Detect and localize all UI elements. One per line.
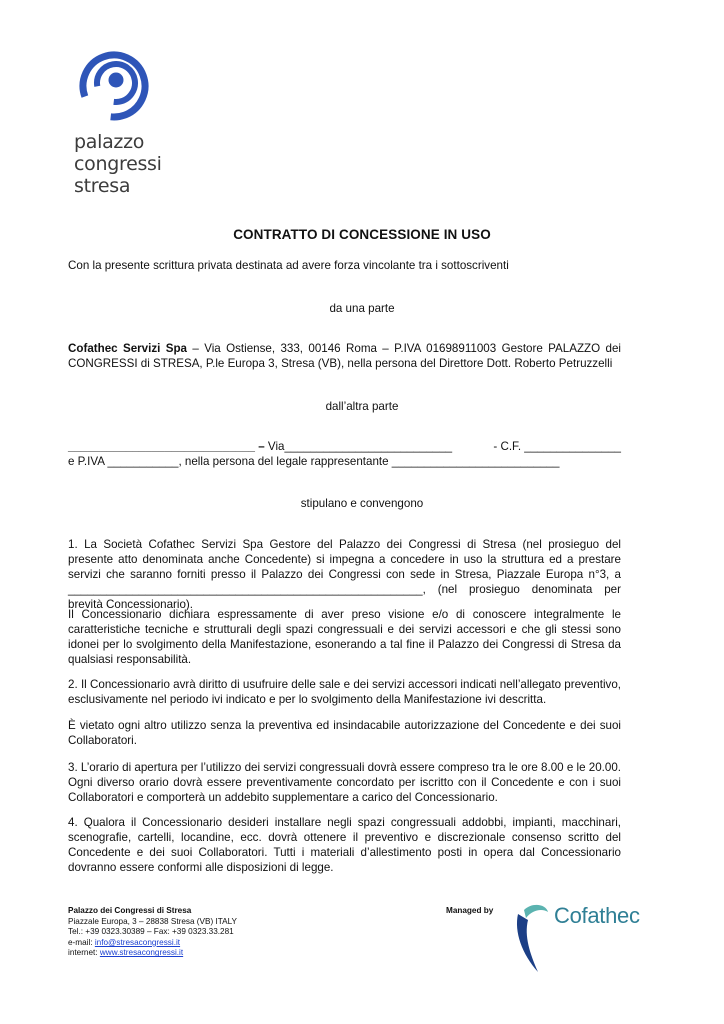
cofathec-wordmark: Cofathec: [554, 903, 640, 928]
clause-4: 4. Qualora il Concessionario desideri installare negli spazi congressuali addobbi, impianti, macchinari, scenografie, cartelli, locandine, ecc. dovrà ottenere il preventivo e discrezionale consenso scritto del Concedente e dei suoi Collaboratori. Tutti i materiali d’allestimento posti in opera dal Concessionario dovranno essere conformi alle disposizioni di legge.: [68, 816, 621, 874]
da-una-parte: da una parte: [329, 302, 395, 315]
clause-1-part-b: Il Concessionario dichiara espressamente di aver preso visione e/o di conoscere integralmente le caratteristiche tecniche e strutturali degli spazi congressuali e dei servizi accessori e che gli stessi sono idonei per lo svolgimento della Manifestazione, esonerando a tal fine il Palazzo dei Congressi di Stresa da qualsiasi responsabilità.: [68, 608, 621, 666]
document-title: CONTRATTO DI CONCESSIONE IN USO: [233, 227, 491, 242]
logo-line-1: palazzo: [74, 131, 145, 153]
stipulano-text: stipulano e convengono: [300, 497, 424, 510]
clause-1-part-a: 1. La Società Cofathec Servizi Spa Gestore del Palazzo dei Congressi di Stresa (nel prosieguo del presente atto denominata anche Concedente) si impegna a concedere in uso la struttura ed a prestare servizi che saranno forniti presso il Palazzo dei Congressi con sede in Stresa, Piazzale Europa n°3, a _______________________________________________________, (nel prosieguo denominata per brevità Concessionario).: [68, 538, 621, 611]
party-one-details: – Via Ostiense, 333, 00146 Roma – P.IVA 01698911003 Gestore PALAZZO dei CONGRESSI di STRESA, P.le Europa 3, Stresa (VB), nella persona del Direttore Dott. Roberto Petruzzelli: [68, 342, 621, 370]
cofathec-mark-icon: [512, 902, 552, 978]
party-two-cf[interactable]: - C.F. _______________: [493, 440, 621, 453]
clause-2-part-b: È vietato ogni altro utilizzo senza la preventiva ed insindacabile autorizzazione del Concedente e dei suoi Collaboratori.: [68, 719, 621, 747]
concentric-circles-icon: [76, 47, 154, 125]
party-two-line-2[interactable]: e P.IVA ___________, nella persona del legale rappresentante __________________________: [68, 455, 560, 468]
palazzo-congressi-logo: [62, 47, 172, 207]
dall-altra-parte: dall’altra parte: [325, 400, 399, 413]
party-one-paragraph: [68, 341, 621, 371]
party-two-via[interactable]: Via__________________________: [267, 440, 453, 453]
footer-contacts: [68, 906, 237, 959]
party-two-line-1: [68, 439, 621, 454]
intro-text: Con la presente scrittura privata destinata ad avere forza vincolante tra i sottoscriventi: [68, 259, 509, 272]
clause-2-part-a: 2. Il Concessionario avrà diritto di usufruire delle sale e dei servizi accessori indicati nell’allegato preventivo, esclusivamente nel periodo ivi indicato e per lo svolgimento della Manifestazione ivi descritta.: [68, 678, 621, 706]
party-two-dash: –: [258, 440, 265, 453]
logo-line-2: congressi: [74, 153, 162, 175]
party-two-block: [68, 439, 621, 469]
logo-line-3: stresa: [74, 175, 131, 197]
footer-web-link[interactable]: www.stresacongressi.it: [99, 948, 184, 958]
party-one-name: Cofathec Servizi Spa: [68, 342, 187, 355]
party-two-name-blank[interactable]: _____________________________: [68, 440, 255, 453]
footer-phone: Tel.: +39 0323.30389 – Fax: +39 0323.33.281: [68, 927, 234, 937]
cofathec-logo: [512, 902, 652, 978]
footer-address: Piazzale Europa, 3 – 28838 Stresa (VB) ITALY: [68, 916, 237, 926]
footer-web-label: internet:: [68, 948, 98, 958]
footer-heading: Palazzo dei Congressi di Stresa: [68, 906, 192, 915]
clause-3: 3. L’orario di apertura per l’utilizzo dei servizi congressuali dovrà essere compreso tra le ore 8.00 e le 20.00. Ogni diverso orario dovrà essere preventivamente concordato per iscritto con il Concedente e con i suoi Collaboratori e comporterà un addebito supplementare a carico del Concessionario.: [68, 761, 621, 804]
managed-by-label: Managed by: [446, 906, 494, 915]
footer-email-link[interactable]: info@stresacongressi.it: [94, 937, 181, 947]
footer-email-label: e-mail:: [68, 937, 93, 947]
